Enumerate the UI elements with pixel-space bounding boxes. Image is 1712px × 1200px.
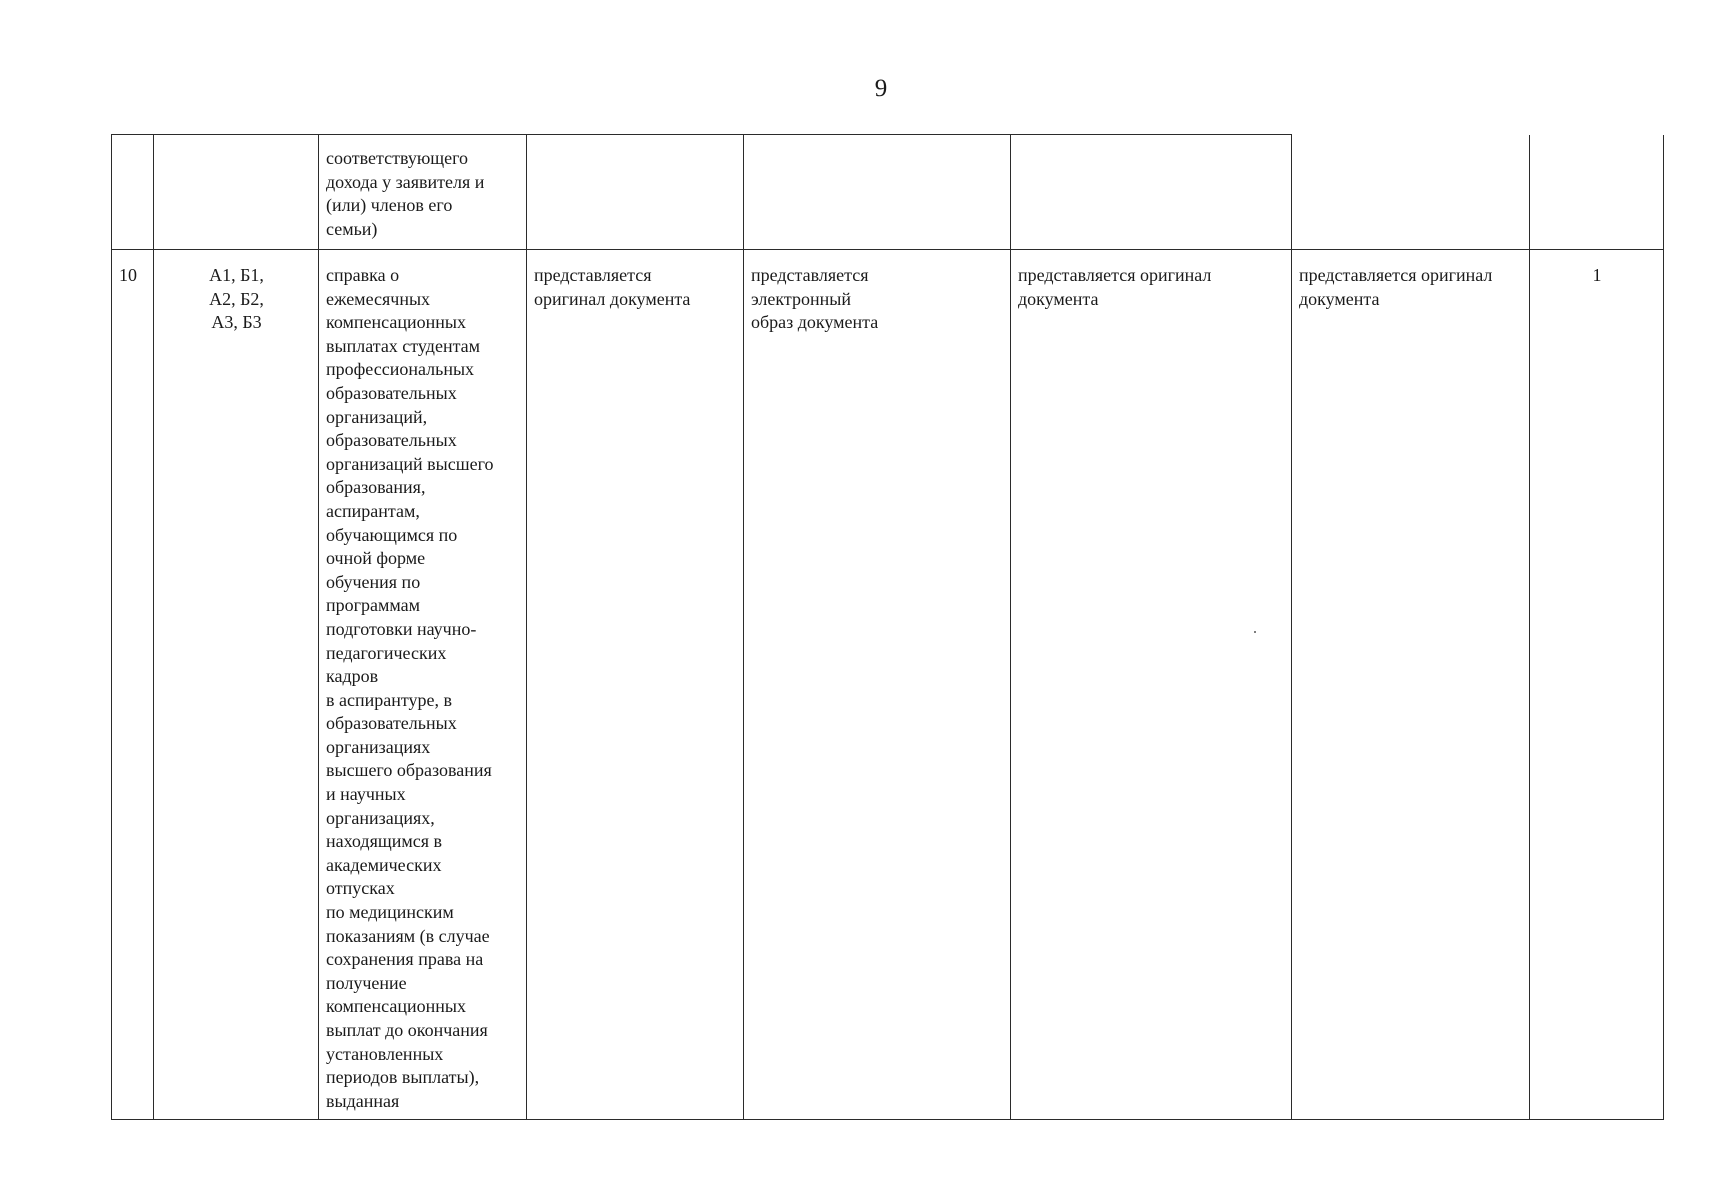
table-row <box>112 250 1664 1120</box>
row-submission-col6: представляется оригинал документа <box>1011 250 1292 1120</box>
row-description: справка о ежемесячных компенсационных выплатах студентам профессиональных образовательных организаций, образовательных организаций высшего образования, аспирантам, обучающимся по очной форме обучения по программам подготовки научно- педагогических кадров в аспирантуре, в образовательных организациях высшего образования и научных организациях, находящимся в академических отпусках по медицинским показаниям (в случае сохранения права на получение компенсационных выплат до окончания установленных периодов выплаты), выданная <box>319 250 527 1120</box>
cell-submission-original <box>527 135 744 250</box>
cell-number <box>112 135 154 250</box>
cell-description: соответствующего дохода у заявителя и (или) членов его семьи) <box>319 135 527 250</box>
row-submission-original: представляется оригинал документа <box>527 250 744 1120</box>
cell-count <box>1530 135 1664 250</box>
cell-codes <box>154 135 319 250</box>
scan-speck <box>1254 631 1256 633</box>
row-submission-col7: представляется оригинал документа <box>1292 250 1530 1120</box>
row-number: 10 <box>112 250 154 1120</box>
row-codes: А1, Б1, А2, Б2, А3, Б3 <box>154 250 319 1120</box>
page-number: 9 <box>874 75 888 102</box>
table-row-continuation <box>112 135 1664 250</box>
cell-submission-col6 <box>1011 135 1292 250</box>
row-count: 1 <box>1530 250 1664 1120</box>
row-submission-electronic: представляется электронный образ документа <box>744 250 1011 1120</box>
cell-submission-col7 <box>1292 135 1530 250</box>
cell-submission-electronic <box>744 135 1011 250</box>
documents-table <box>111 134 1664 1120</box>
